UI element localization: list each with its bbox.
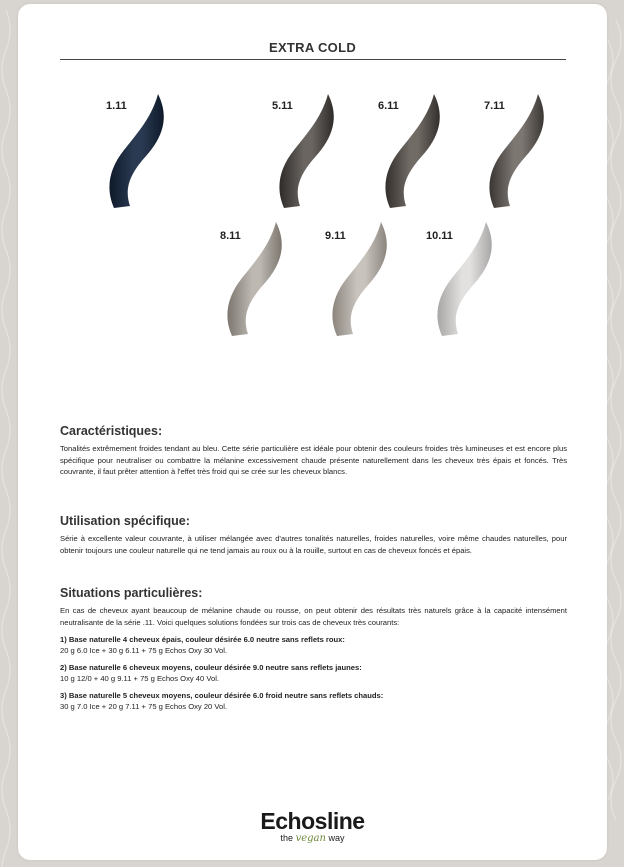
section-situations (60, 586, 567, 712)
hair-swatch-6-11 (366, 88, 456, 218)
tagline-vegan: vegan (295, 833, 326, 844)
case-2-title: 2) Base naturelle 6 cheveux moyens, couleur désirée 9.0 neutre sans reflets jaunes: (60, 663, 362, 672)
hair-lock-icon (90, 88, 180, 218)
hair-swatch-9-11 (313, 216, 403, 346)
hair-swatch-10-11 (418, 216, 508, 346)
situations-intro: En cas de cheveux ayant beaucoup de mélanine chaude ou rousse, on peut obtenir des résultats très naturels grâce à la capacité intensément neutralisante de la série .11. Voici quelques solutions fondées sur trois cas de cheveux très courants: (60, 606, 567, 627)
tagline-the: the (280, 833, 294, 843)
hair-swatch-8-11 (208, 216, 298, 346)
hair-swatch-5-11 (260, 88, 350, 218)
swatch-label: 10.11 (426, 230, 453, 242)
section-caracteristiques (60, 424, 567, 478)
utilisation-heading: Utilisation spécifique: (60, 514, 190, 528)
brand-tagline (18, 833, 607, 844)
hair-swatch-7-11 (470, 88, 560, 218)
swatch-label: 1.11 (106, 100, 127, 112)
case-1-recipe: 20 g 6.0 Ice + 30 g 6.11 + 75 g Echos Oxy 30 Vol. (60, 646, 228, 655)
situations-heading: Situations particulières: (60, 586, 203, 600)
utilisation-text: Série à excellente valeur couvrante, à utiliser mélangée avec d'autres tonalités naturelles, froides naturelles, voire même chaudes naturelles, pour obtenir toujours une couleur naturelle qui ne tend jamais au roux ou à la rouille, surtout en cas de cheveux foncés et épais. (60, 534, 567, 555)
case-1-title: 1) Base naturelle 4 cheveux épais, couleur désirée 6.0 neutre sans reflets roux: (60, 635, 345, 644)
section-utilisation (60, 514, 567, 556)
brand-name: Echosline (260, 808, 365, 834)
swatch-label: 6.11 (378, 100, 399, 112)
case-2-recipe: 10 g 12/0 + 40 g 9.11 + 75 g Echos Oxy 40 Vol. (60, 674, 220, 683)
swatch-label: 9.11 (325, 230, 346, 242)
hair-swatch-1-11 (90, 88, 180, 218)
swatch-label: 5.11 (272, 100, 293, 112)
caracteristiques-heading: Caractéristiques: (60, 424, 163, 438)
content-card (18, 4, 607, 860)
page-title: EXTRA COLD (268, 40, 357, 55)
case-3-title: 3) Base naturelle 5 cheveux moyens, couleur désirée 6.0 froid neutre sans reflets chauds: (60, 691, 384, 700)
swatch-label: 7.11 (484, 100, 505, 112)
caracteristiques-text: Tonalités extrêmement froides tendant au bleu. Cette série particulière est idéale pour obtenir des couleurs froides très lumineuses et est encore plus spécifique pour neutraliser ou combattre la mélanine excessivement chaude présente naturellement dans les cheveux très épais et foncés. Très couvrante, il faut prêter attention à l'effet très froid qui se crée sur les cheveux blancs. (60, 444, 567, 476)
tagline-way: way (328, 833, 345, 843)
case-3-recipe: 30 g 7.0 Ice + 20 g 7.11 + 75 g Echos Oxy 20 Vol. (60, 702, 228, 711)
title-divider (60, 59, 566, 60)
brand-logo (18, 808, 607, 844)
swatch-label: 8.11 (220, 230, 241, 242)
